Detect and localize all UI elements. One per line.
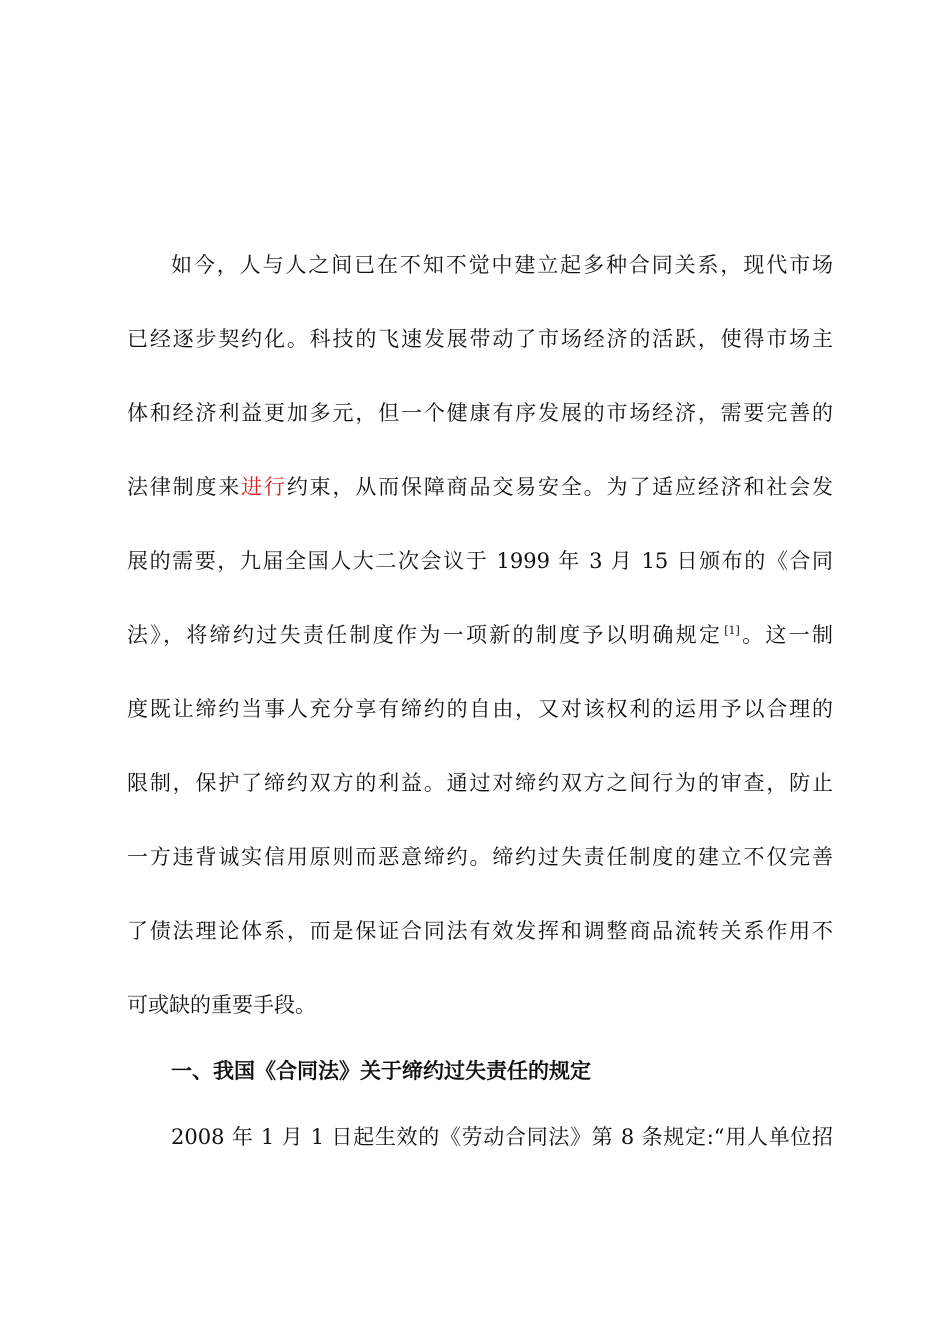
paragraph-1-line-5: 展的需要，九届全国人大二次会议于 1999 年 3 月 15 日颁布的《合同 (127, 549, 833, 573)
section-heading: 一、我国《合同法》关于缔约过失责任的规定 (171, 1059, 591, 1083)
line-6-text-start: 法》，将缔约过失责任制度作为一项新的制度予以明确规定 (127, 623, 723, 647)
highlighted-word: 进行 (241, 475, 287, 499)
line-4-text-start: 法律制度来 (127, 475, 242, 499)
paragraph-1-line-9: 一方违背诚实信用原则而恶意缔约。缔约过失责任制度的建立不仅完善 (127, 845, 833, 869)
footnote-reference: [1] (724, 624, 740, 637)
paragraph-1-line-10: 了债法理论体系，而是保证合同法有效发挥和调整商品流转关系作用不 (127, 919, 833, 943)
line-6-text-end: 。这一制 (739, 623, 833, 647)
paragraph-1-line-6 (127, 620, 833, 650)
paragraph-1-line-1: 如今，人与人之间已在不知不觉中建立起多种合同关系，现代市场 (171, 253, 833, 277)
paragraph-1-line-3: 体和经济利益更加多元，但一个健康有序发展的市场经济，需要完善的 (127, 401, 833, 425)
paragraph-1-line-4 (127, 472, 833, 502)
paragraph-1-line-2: 已经逐步契约化。科技的飞速发展带动了市场经济的活跃，使得市场主 (127, 327, 833, 351)
paragraph-1-line-8: 限制，保护了缔约双方的利益。通过对缔约双方之间行为的审查，防止 (127, 771, 833, 795)
section-1-line-1: 2008 年 1 月 1 日起生效的《劳动合同法》第 8 条规定:“用人单位招 (171, 1125, 833, 1149)
line-4-text-end: 约束，从而保障商品交易安全。为了适应经济和社会发 (286, 475, 834, 499)
paragraph-1-line-7: 度既让缔约当事人充分享有缔约的自由，又对该权利的运用予以合理的 (127, 697, 833, 721)
paragraph-1-line-11: 可或缺的重要手段。 (127, 993, 316, 1017)
